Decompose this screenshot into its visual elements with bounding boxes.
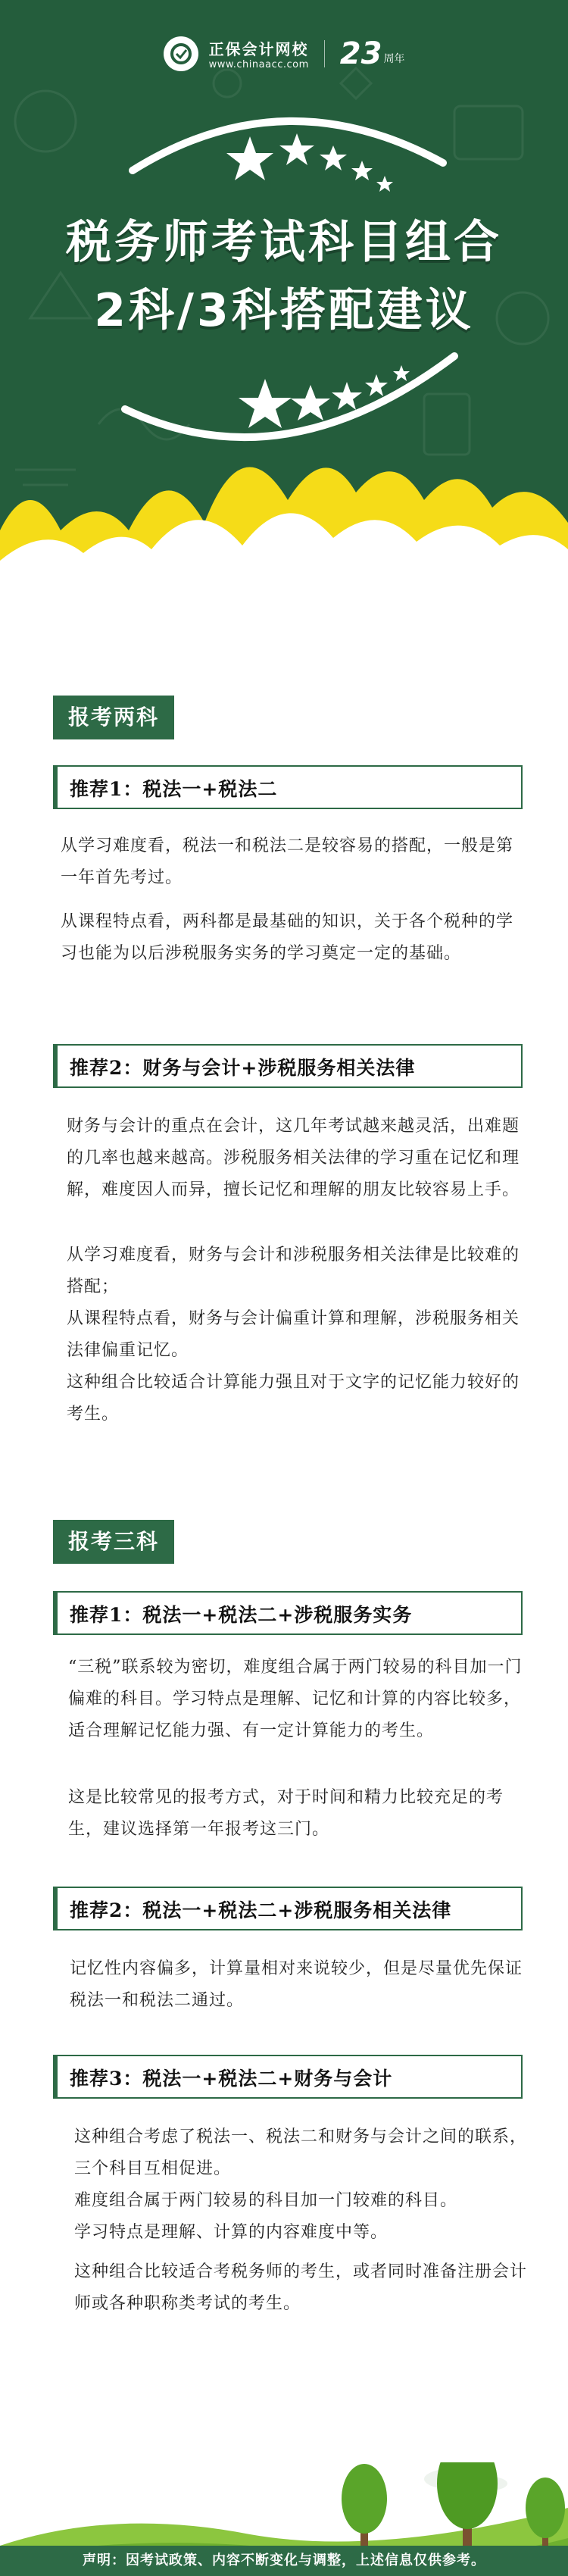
recommendation-box <box>53 1887 523 1930</box>
tree-icon <box>342 2464 387 2546</box>
anniversary-suffix: 周年 <box>383 53 405 65</box>
paragraph: 难度组合属于两门较易的科目加一门较难的科目。 <box>74 2191 458 2210</box>
paragraph: 这种组合考虑了税法一、税法二和财务与会计之间的联系，三个科目互相促进。 <box>74 2127 528 2178</box>
hero-banner <box>0 0 568 576</box>
bottom-arc <box>125 356 454 437</box>
recommendation-title: 推荐1：税法一+税法二 <box>70 778 278 800</box>
hero-title-line2: 2科/3科搭配建议 <box>94 284 474 337</box>
recommendation-title: 推荐3：税法一+税法二+财务与会计 <box>70 2068 393 2090</box>
recommendation-title: 推荐1：税法一+税法二+涉税服务实务 <box>70 1604 413 1626</box>
paragraph: 从学习难度看，税法一和税法二是较容易的搭配，一般是第一年首先考过。 <box>61 836 514 887</box>
anniversary-number: 23 <box>339 36 382 71</box>
top-stars <box>226 133 393 192</box>
brand-divider <box>324 40 325 67</box>
recommendation-box <box>53 765 523 809</box>
paragraph: 这种组合比较适合计算能力强且对于文字的记忆能力较好的考生。 <box>67 1373 520 1424</box>
recommendation-title: 推荐2：财务与会计+涉税服务相关法律 <box>70 1057 416 1079</box>
disclaimer: 声明：因考试政策、内容不断变化与调整，上述信息仅供参考。 <box>0 2546 568 2576</box>
section-tag-three-subjects: 报考三科 <box>53 1520 174 1564</box>
paragraph: 这种组合比较适合考税务师的考生，或者同时准备注册会计师或各种职称类考试的考生。 <box>74 2262 528 2313</box>
paragraph: “三税”联系较为密切，难度组合属于两门较易的科目加一门偏难的科目。学习特点是理解、记忆和计算的内容比较多，适合理解记忆能力强、有一定计算能力的考生。 <box>68 1658 523 1740</box>
paragraph: 学习特点是理解、计算的内容难度中等。 <box>74 2223 389 2242</box>
recommendation-title: 推荐2：税法一+税法二+涉税服务相关法律 <box>70 1899 452 1921</box>
paragraph: 从学习难度看，财务与会计和涉税服务相关法律是比较难的搭配； <box>67 1246 520 1296</box>
recommendation-box <box>53 1591 523 1635</box>
brand-url: www.chinaacc.com <box>208 59 309 70</box>
section-tag-two-subjects: 报考两科 <box>53 696 174 739</box>
logo-icon <box>164 36 198 71</box>
footer-landscape <box>0 2462 568 2576</box>
recommendation-box <box>53 1044 523 1088</box>
paragraph: 从课程特点看，财务与会计偏重计算和理解，涉税服务相关法律偏重记忆。 <box>67 1309 520 1360</box>
paragraph: 记忆性内容偏多，计算量相对来说较少，但是尽量优先保证税法一和税法二通过。 <box>70 1959 523 2010</box>
brand-name: 正保会计网校 <box>208 40 309 58</box>
anniversary-badge <box>339 36 405 71</box>
brand-header <box>0 36 568 71</box>
recommendation-box <box>53 2055 523 2099</box>
hero-title-line1: 税务师考试科目组合 <box>66 216 502 269</box>
paragraph: 从课程特点看，两科都是最基础的知识，关于各个税种的学习也能为以后涉税服务实务的学习奠定一定的基础。 <box>61 912 514 963</box>
paragraph: 这是比较常见的报考方式，对于时间和精力比较充足的考生，建议选择第一年报考这三门。 <box>68 1788 504 1839</box>
paragraph: 财务与会计的重点在会计，这几年考试越来越灵活，出难题的几率也越来越高。涉税服务相关法律的学习重在记忆和理解，难度因人而异，擅长记忆和理解的朋友比较容易上手。 <box>67 1117 520 1199</box>
